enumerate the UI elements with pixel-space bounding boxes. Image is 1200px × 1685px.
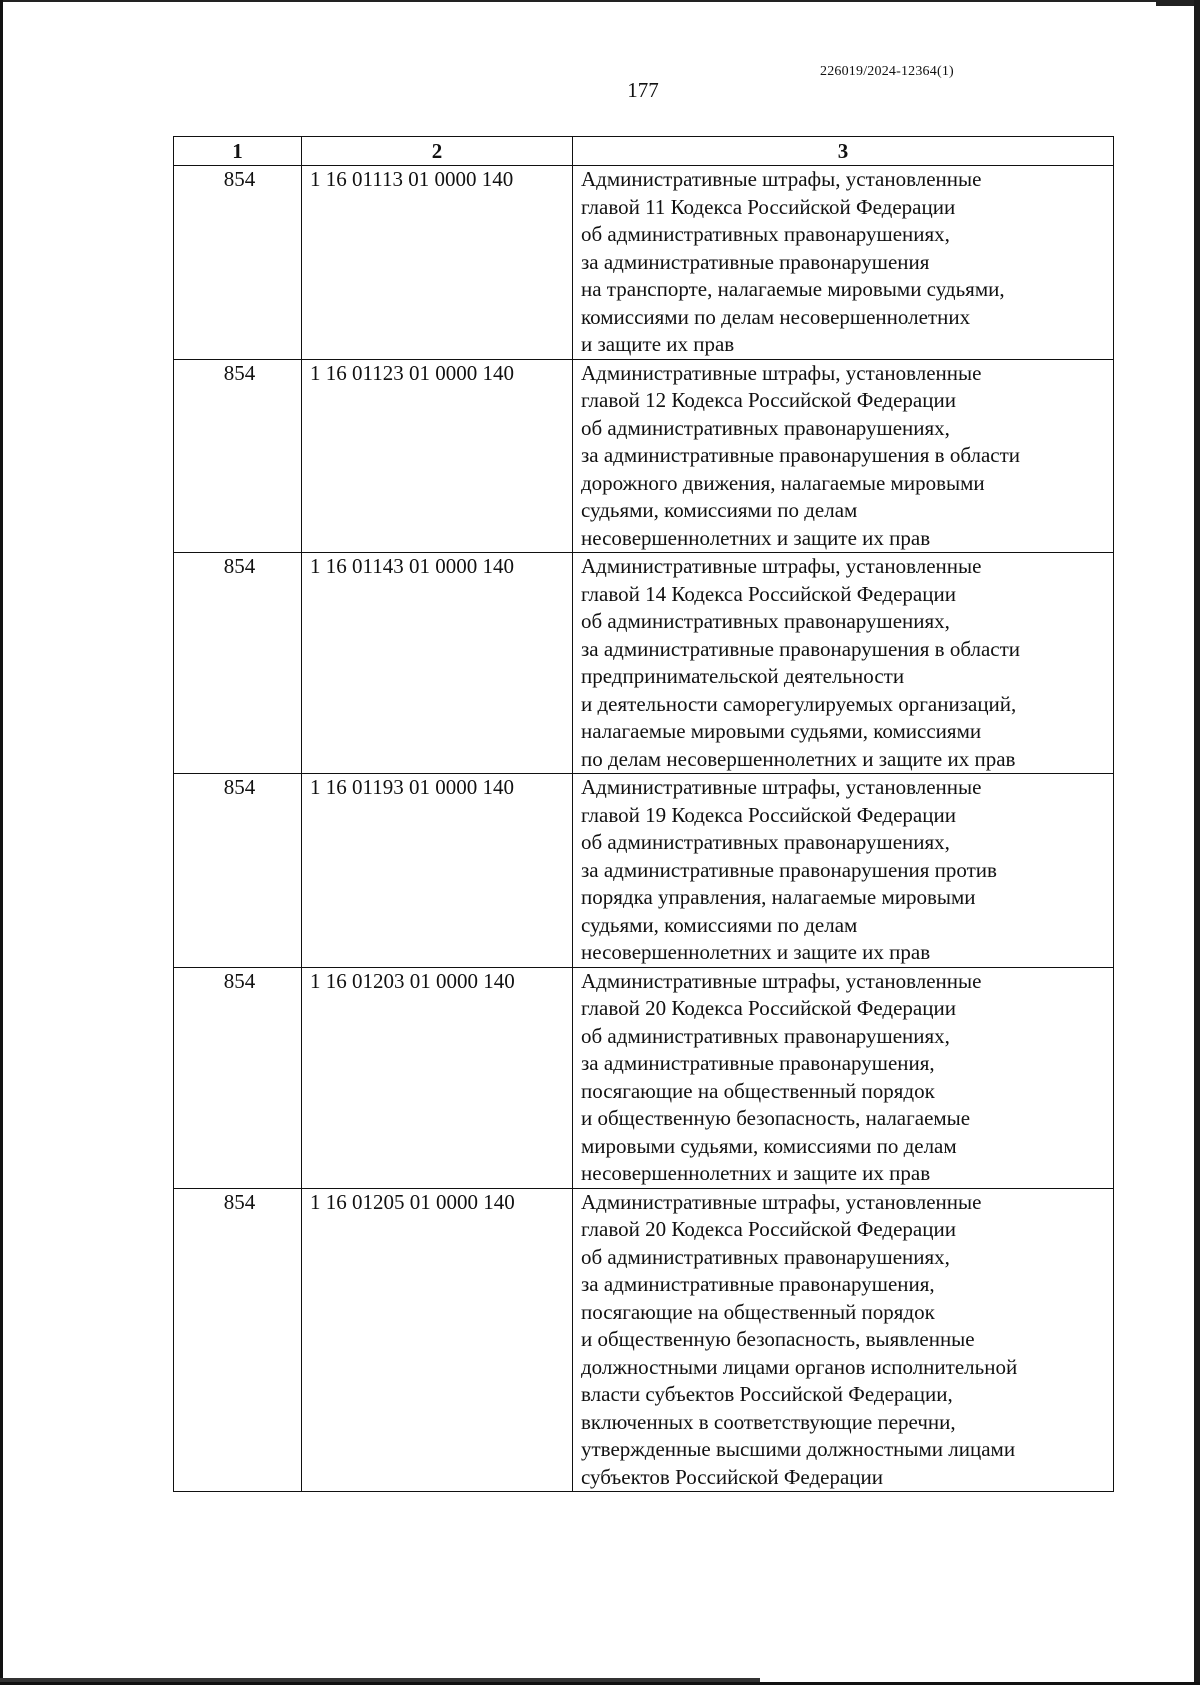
description-line: об административных правонарушениях,	[581, 1023, 950, 1048]
table-row	[174, 967, 1114, 1188]
description-line: субъектов Российской Федерации	[581, 1464, 884, 1489]
admin-code-cell: 854	[174, 1188, 302, 1492]
description-line: Административные штрафы, установленные	[581, 554, 982, 578]
description-cell	[573, 774, 1114, 968]
column-header-3: 3	[573, 137, 1114, 166]
description-cell	[573, 967, 1114, 1188]
scan-edge-left	[0, 0, 3, 1685]
description-line: и защите их прав	[581, 332, 735, 356]
description-line: порядка управления, налагаемые мировыми	[581, 885, 976, 909]
column-header-1: 1	[174, 137, 302, 166]
description-cell	[573, 553, 1114, 774]
description-line: несовершеннолетних и защите их прав	[581, 525, 931, 550]
budget-classification-table	[173, 136, 1114, 1492]
description-cell	[573, 359, 1114, 553]
description-line: посягающие на общественный порядок	[581, 1299, 935, 1324]
description-line: комиссиями по делам несовершеннолетних	[581, 304, 971, 329]
kbk-code-cell: 1 16 01113 01 0000 140	[302, 166, 573, 360]
description-line: Административные штрафы, установленные	[581, 167, 982, 191]
description-line: главой 11 Кодекса Российской Федерации	[581, 194, 956, 219]
table-row	[174, 166, 1114, 360]
description-line: главой 19 Кодекса Российской Федерации	[581, 802, 956, 827]
scan-mark-top-right	[1156, 0, 1194, 6]
description-line: дорожного движения, налагаемые мировыми	[581, 470, 985, 495]
description-line: за административные правонарушения в области	[581, 443, 1021, 467]
admin-code-cell: 854	[174, 166, 302, 360]
kbk-code-cell: 1 16 01123 01 0000 140	[302, 359, 573, 553]
admin-code-cell: 854	[174, 359, 302, 553]
document-number: 226019/2024-12364(1)	[820, 64, 954, 79]
description-line: и общественную безопасность, налагаемые	[581, 1106, 971, 1130]
description-line: за административные правонарушения в области	[581, 636, 1021, 661]
description-line: на транспорте, налагаемые мировыми судьями,	[581, 277, 1005, 301]
description-line: несовершеннолетних и защите их прав	[581, 1161, 931, 1185]
description-line: Административные штрафы, установленные	[581, 1189, 982, 1214]
description-line: мировыми судьями, комиссиями по делам	[581, 1133, 957, 1158]
kbk-code-cell: 1 16 01203 01 0000 140	[302, 967, 573, 1188]
description-line: по делам несовершеннолетних и защите их прав	[581, 746, 1016, 771]
description-line: об административных правонарушениях,	[581, 415, 950, 440]
description-line: должностными лицами органов исполнительной	[581, 1354, 1018, 1379]
scan-edge-top	[0, 0, 1200, 2]
description-line: об административных правонарушениях,	[581, 222, 950, 246]
kbk-code-cell: 1 16 01205 01 0000 140	[302, 1188, 573, 1492]
description-line: несовершеннолетних и защите их прав	[581, 940, 931, 964]
description-line: Административные штрафы, установленные	[581, 968, 982, 993]
description-line: главой 14 Кодекса Российской Федерации	[581, 581, 956, 606]
description-line: власти субъектов Российской Федерации,	[581, 1382, 953, 1406]
admin-code-cell: 854	[174, 774, 302, 968]
description-line: за административные правонарушения против	[581, 857, 997, 882]
kbk-code-cell: 1 16 01193 01 0000 140	[302, 774, 573, 968]
description-line: утвержденные высшими должностными лицами	[581, 1437, 1016, 1461]
scan-mark-bottom	[0, 1678, 760, 1682]
description-line: Административные штрафы, установленные	[581, 360, 982, 385]
description-line: и деятельности саморегулируемых организаций,	[581, 691, 1017, 716]
table-body	[174, 166, 1114, 1492]
scan-edge-right	[1194, 0, 1200, 1685]
admin-code-cell: 854	[174, 967, 302, 1188]
description-line: налагаемые мировыми судьями, комиссиями	[581, 719, 982, 743]
table-row	[174, 1188, 1114, 1492]
kbk-code-cell: 1 16 01143 01 0000 140	[302, 553, 573, 774]
description-line: об административных правонарушениях,	[581, 830, 950, 854]
description-line: предпринимательской деятельности	[581, 664, 905, 688]
table-header-row	[174, 137, 1114, 166]
description-line: посягающие на общественный порядок	[581, 1078, 935, 1103]
description-line: главой 20 Кодекса Российской Федерации	[581, 996, 956, 1020]
column-header-2: 2	[302, 137, 573, 166]
description-line: Административные штрафы, установленные	[581, 775, 982, 799]
description-line: об административных правонарушениях,	[581, 1244, 950, 1269]
description-line: судьями, комиссиями по делам	[581, 912, 858, 937]
description-line: главой 12 Кодекса Российской Федерации	[581, 388, 956, 412]
description-line: судьями, комиссиями по делам	[581, 498, 858, 522]
description-line: главой 20 Кодекса Российской Федерации	[581, 1217, 956, 1241]
table-row	[174, 359, 1114, 553]
page-number: 177	[627, 78, 659, 102]
admin-code-cell: 854	[174, 553, 302, 774]
table-row	[174, 774, 1114, 968]
description-cell	[573, 1188, 1114, 1492]
description-line: за административные правонарушения,	[581, 1272, 935, 1296]
description-line: за административные правонарушения	[581, 249, 930, 274]
description-line: об административных правонарушениях,	[581, 609, 950, 633]
description-cell	[573, 166, 1114, 360]
description-line: включенных в соответствующие перечни,	[581, 1409, 956, 1434]
description-line: и общественную безопасность, выявленные	[581, 1327, 975, 1351]
description-line: за административные правонарушения,	[581, 1051, 935, 1075]
table-row	[174, 553, 1114, 774]
